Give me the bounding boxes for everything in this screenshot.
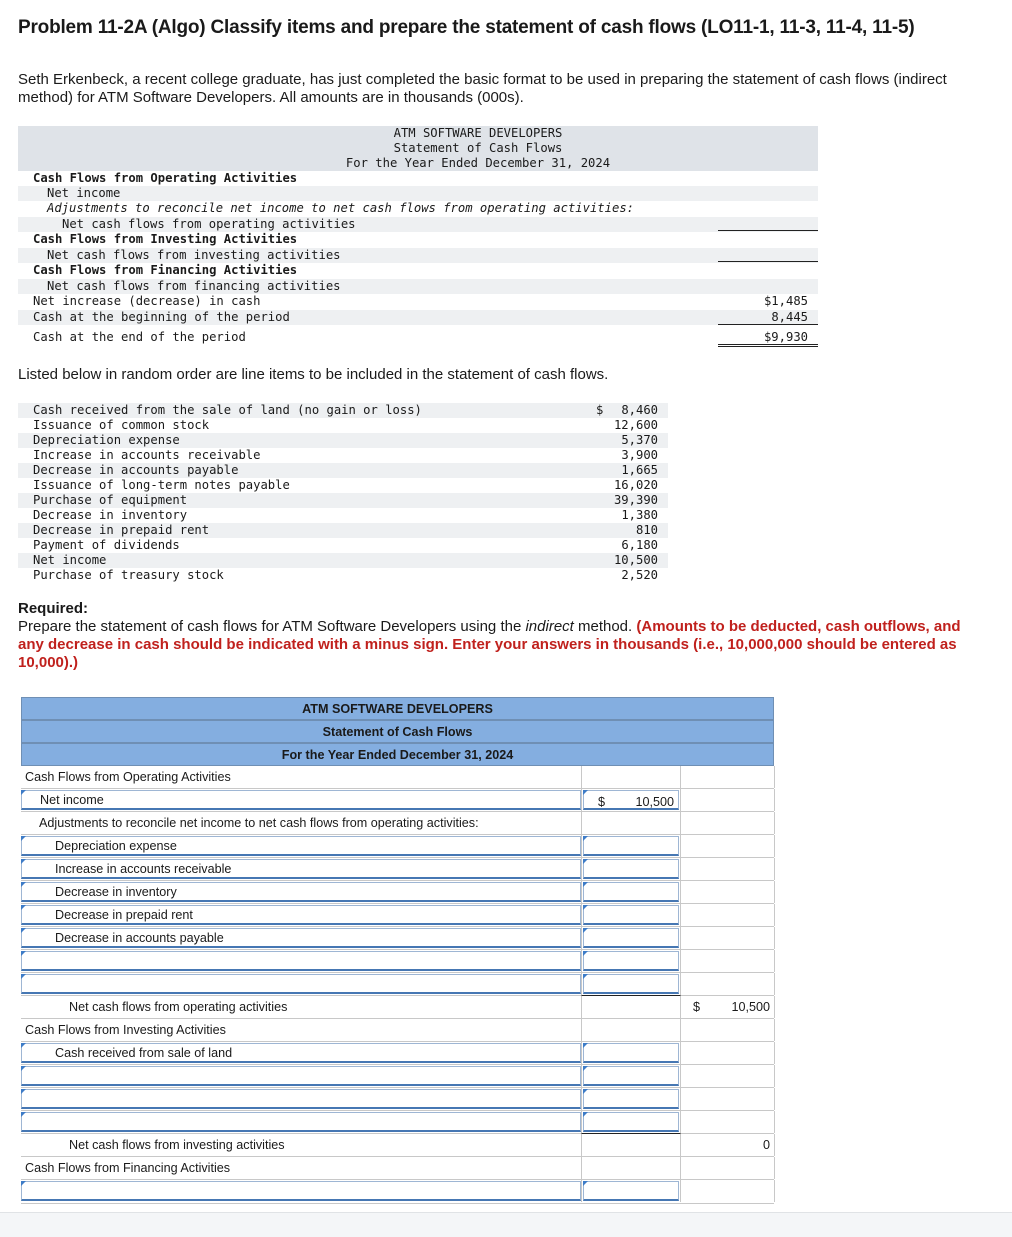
line-item: Purchase of equipment 39,390 bbox=[18, 493, 668, 508]
grid-row bbox=[21, 950, 774, 973]
net-inv-label: Net cash flows from investing activities bbox=[69, 1138, 285, 1152]
problem-intro: Seth Erkenbeck, a recent college graduate, has just completed the basic format to be used in preparing the statement of cash flows (indirect method) for ATM Software Developers. All amounts are in thousands (000s). bbox=[18, 71, 947, 106]
format-row: Cash Flows from Financing Activities bbox=[33, 263, 298, 277]
op-heading: Cash Flows from Operating Activities bbox=[25, 770, 231, 784]
inv-label-input[interactable] bbox=[21, 1089, 581, 1109]
fin-label-input[interactable] bbox=[21, 1181, 581, 1201]
grid-row bbox=[21, 812, 774, 835]
format-row: Cash Flows from Investing Activities bbox=[33, 232, 298, 246]
required-text: Prepare the statement of cash flows for ATM Software Developers using the bbox=[18, 618, 526, 635]
required-section bbox=[18, 600, 978, 672]
format-row: Net cash flows from operating activities bbox=[18, 217, 818, 232]
line-item: Cash received from the sale of land (no gain or loss) $ 8,460 bbox=[18, 403, 668, 418]
required-text-b: method. bbox=[573, 618, 637, 635]
adj-amount-input[interactable] bbox=[583, 905, 679, 925]
format-period: For the Year Ended December 31, 2024 bbox=[345, 156, 611, 170]
grid-row bbox=[21, 1065, 774, 1088]
line-item: Increase in accounts receivable 3,900 bbox=[33, 448, 658, 462]
format-row: Net cash flows from investing activities bbox=[18, 248, 818, 263]
adj-label-input[interactable]: Decrease in prepaid rent bbox=[21, 905, 581, 925]
net-income-amount-input[interactable]: $ 10,500 bbox=[583, 790, 679, 810]
grid-row bbox=[21, 1019, 774, 1042]
inv-amount-input[interactable] bbox=[583, 1089, 679, 1109]
grid-row bbox=[21, 881, 774, 904]
inv-label-input[interactable] bbox=[21, 1066, 581, 1086]
net-op-label: Net cash flows from operating activities bbox=[69, 1000, 288, 1014]
adj-label-input[interactable]: Depreciation expense bbox=[21, 836, 581, 856]
grid-row bbox=[21, 1042, 774, 1065]
answer-period: For the Year Ended December 31, 2024 bbox=[21, 743, 774, 766]
grid-row bbox=[21, 789, 774, 812]
format-row: Cash at the beginning of the period 8,445 bbox=[18, 310, 818, 325]
adj-label-input[interactable]: Decrease in accounts payable bbox=[21, 928, 581, 948]
adj-amount-input[interactable] bbox=[583, 928, 679, 948]
adj-amount-input[interactable] bbox=[583, 859, 679, 879]
grid-row bbox=[21, 1111, 774, 1134]
line-item: Purchase of treasury stock 2,520 bbox=[33, 568, 658, 582]
listed-text: Listed below in random order are line items to be included in the statement of cash flows. bbox=[18, 366, 609, 383]
adj-label-input[interactable] bbox=[21, 951, 581, 971]
adj-amount-input[interactable] bbox=[583, 974, 679, 994]
fin-amount-input[interactable] bbox=[583, 1181, 679, 1201]
line-item: Payment of dividends 6,180 bbox=[33, 538, 658, 552]
inv-amount-input[interactable] bbox=[583, 1066, 679, 1086]
line-item: Net income 10,500 bbox=[18, 553, 668, 568]
adjustments-label: Adjustments to reconcile net income to net cash flows from operating activities: bbox=[39, 816, 479, 830]
line-item: Depreciation expense 5,370 bbox=[18, 433, 668, 448]
format-statement-name: Statement of Cash Flows bbox=[393, 141, 563, 155]
inv-amount-input[interactable] bbox=[583, 1112, 679, 1132]
grid-row bbox=[21, 1134, 774, 1157]
format-row: Cash Flows from Operating Activities bbox=[33, 171, 298, 185]
adj-label-input[interactable]: Decrease in inventory bbox=[21, 882, 581, 902]
adj-amount-input[interactable] bbox=[583, 882, 679, 902]
format-row: Cash at the end of the period $9,930 bbox=[33, 330, 808, 344]
problem-title: Problem 11-2A (Algo) Classify items and prepare the statement of cash flows (LO11-1, 11-3, 11-4, 11-5) bbox=[18, 17, 915, 38]
inv-label-input[interactable]: Cash received from sale of land bbox=[21, 1043, 581, 1063]
line-item: Issuance of common stock 12,600 bbox=[33, 418, 658, 432]
bottom-bar bbox=[0, 1212, 1012, 1237]
net-op-currency: $ bbox=[693, 1000, 701, 1014]
line-item: Decrease in prepaid rent 810 bbox=[18, 523, 668, 538]
format-header bbox=[18, 126, 818, 171]
adj-label-input[interactable]: Increase in accounts receivable bbox=[21, 859, 581, 879]
format-company: ATM SOFTWARE DEVELOPERS bbox=[393, 126, 563, 140]
format-row: Adjustments to reconcile net income to net cash flows from operating activities: bbox=[47, 201, 634, 215]
grid-row bbox=[21, 1088, 774, 1111]
adj-label-input[interactable] bbox=[21, 974, 581, 994]
answer-statement-name: Statement of Cash Flows bbox=[21, 720, 774, 743]
underline bbox=[718, 261, 818, 262]
double-underline bbox=[718, 344, 818, 347]
line-item: Decrease in inventory 1,380 bbox=[33, 508, 658, 522]
grid-row bbox=[21, 835, 774, 858]
grid-row bbox=[21, 766, 774, 789]
format-row: Net cash flows from financing activities bbox=[18, 279, 818, 294]
grid-row bbox=[21, 1180, 774, 1204]
inv-heading: Cash Flows from Investing Activities bbox=[25, 1023, 226, 1037]
net-op-amount: 10,500 bbox=[731, 1000, 770, 1014]
grid-row bbox=[21, 858, 774, 881]
line-item: Decrease in accounts payable 1,665 bbox=[18, 463, 668, 478]
underline bbox=[718, 230, 818, 231]
format-statement bbox=[18, 126, 818, 344]
required-heading: Required: bbox=[18, 600, 89, 617]
required-emphasis: indirect bbox=[525, 618, 574, 635]
answer-company: ATM SOFTWARE DEVELOPERS bbox=[21, 697, 774, 720]
format-row: Net increase (decrease) in cash $1,485 bbox=[33, 294, 808, 308]
required-instructions: (Amounts to be deducted, cash outflows, and any decrease in cash should be indicated with a minus sign. Enter your answers in thousands (i.e., 10,000,000 should be entered as 10,000).) bbox=[18, 618, 961, 671]
grid-row bbox=[21, 996, 774, 1019]
adj-amount-input[interactable] bbox=[583, 951, 679, 971]
net-income-label-input[interactable]: Net income bbox=[21, 790, 581, 810]
format-row: Net income bbox=[18, 186, 818, 201]
adj-amount-input[interactable] bbox=[583, 836, 679, 856]
inv-label-input[interactable] bbox=[21, 1112, 581, 1132]
fin-heading: Cash Flows from Financing Activities bbox=[25, 1161, 231, 1175]
grid-row bbox=[21, 973, 774, 996]
line-item: Issuance of long-term notes payable 16,020 bbox=[33, 478, 658, 492]
grid-row bbox=[21, 927, 774, 950]
inv-amount-input[interactable] bbox=[583, 1043, 679, 1063]
underline bbox=[718, 324, 818, 325]
grid-row bbox=[21, 904, 774, 927]
grid-row bbox=[21, 1157, 774, 1180]
net-inv-amount: 0 bbox=[762, 1138, 770, 1152]
